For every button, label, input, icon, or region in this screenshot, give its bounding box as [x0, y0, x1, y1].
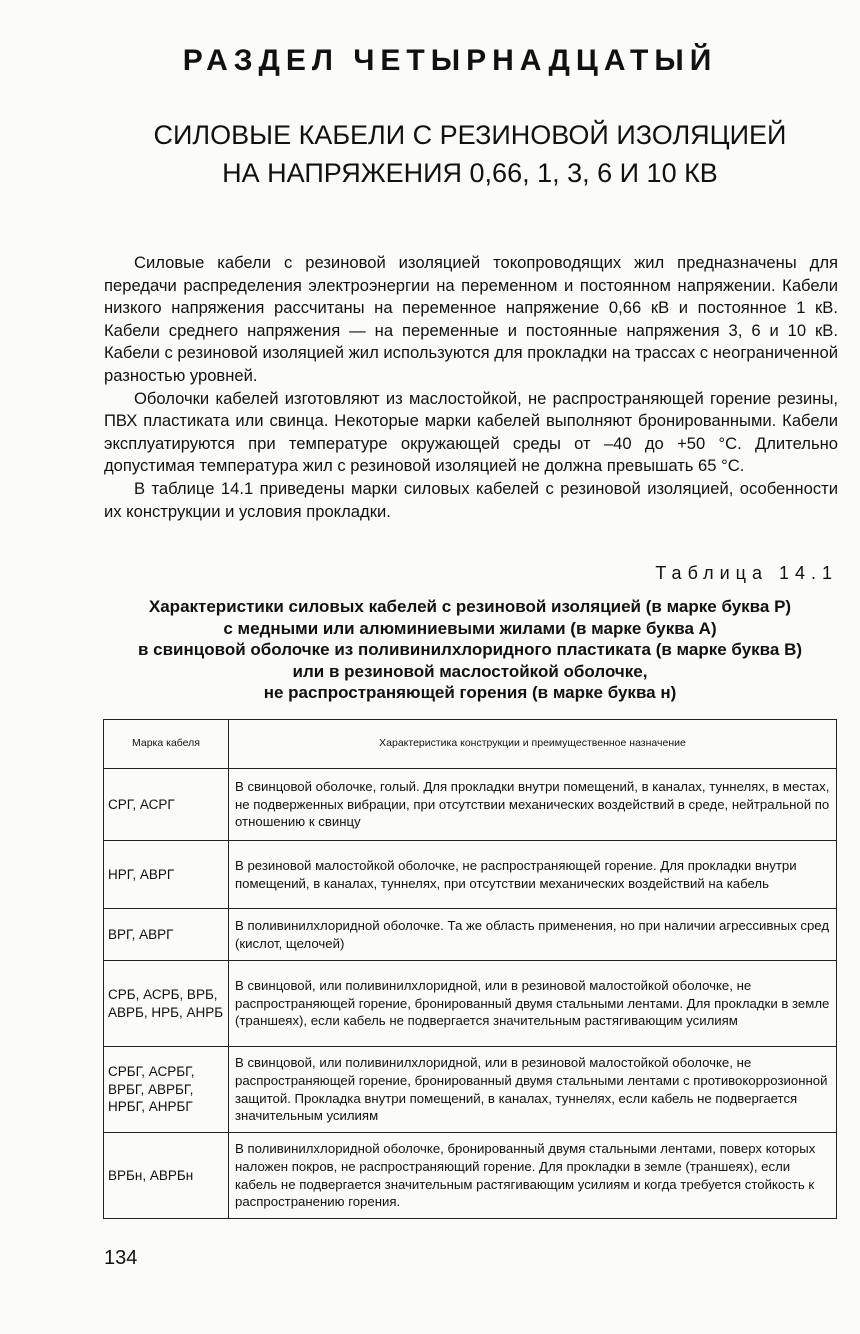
cell-brand: ВРБн, АВРБн: [104, 1133, 229, 1219]
body-text: [104, 252, 838, 523]
cell-description: В свинцовой, или поливинилхлоридной, или в резиновой малостойкой оболочке, не распространяющей горение, бронированный двумя стальными лентами с противокоррозионной защитой. Прокладка внутри помещений, в каналах, туннелях, если кабель не подвергается значительным усилиям: [229, 1047, 837, 1133]
paragraph-3: В таблице 14.1 приведены марки силовых кабелей с резиновой изоляцией, особенности их конструкции и условия прокладки.: [104, 478, 838, 521]
cable-spec-table: [103, 719, 837, 1219]
cell-brand: СРБ, АСРБ, ВРБ, АВРБ, НРБ, АНРБ: [104, 961, 229, 1047]
cell-description: В свинцовой оболочке, голый. Для прокладки внутри помещений, в каналах, туннелях, в местах, не подверженных вибрации, при отсутствии механических воздействий в среде, нейтральной по отношению к свинцу: [229, 769, 837, 841]
table-number: Таблица 14.1: [655, 563, 838, 583]
table-row: [104, 1133, 837, 1219]
cell-description: В свинцовой, или поливинилхлоридной, или в резиновой малостойкой оболочке, не распространяющей горение, бронированный двумя стальными лентами. Для прокладки в земле (траншеях), если кабель не подвергается значительным растягивающим усилиям: [229, 961, 837, 1047]
table-caption-line-4: или в резиновой маслостойкой оболочке,: [292, 661, 648, 681]
table-caption: [100, 596, 840, 704]
table-caption-line-1: Характеристики силовых кабелей с резиновой изоляцией (в марке буква Р): [148, 597, 792, 616]
cell-brand: СРГ, АСРГ: [104, 769, 229, 841]
section-title: РАЗДЕЛ ЧЕТЫРНАДЦАТЫЙ: [182, 44, 718, 77]
chapter-title-line-1: СИЛОВЫЕ КАБЕЛИ С РЕЗИНОВОЙ ИЗОЛЯЦИЕЙ: [153, 120, 787, 150]
table-row: [104, 909, 837, 961]
table-caption-line-2: с медными или алюминиевыми жилами (в марке буква А): [223, 618, 717, 638]
paragraph-2: Оболочки кабелей изготовляют из маслостойкой, не распространяющей горение резины, ПВХ пластиката или свинца. Некоторые марки кабелей выполняют бронированными. Кабели эксплуатируются при температуре окружающей среды от –40 до +50 °С. Длительно допустимая температура жил с резиновой изоляцией не должна превышать 65 °С.: [104, 388, 838, 476]
table-row: [104, 841, 837, 909]
cell-brand: НРГ, АВРГ: [104, 841, 229, 909]
table-header-row: [104, 720, 837, 769]
chapter-title: [150, 116, 790, 192]
header-brand: Марка кабеля: [104, 720, 229, 769]
table-row: [104, 961, 837, 1047]
cell-brand: СРБГ, АСРБГ, ВРБГ, АВРБГ, НРБГ, АНРБГ: [104, 1047, 229, 1133]
paragraph-1: Силовые кабели с резиновой изоляцией токопроводящих жил предназначены для передачи распределения электроэнергии на переменном и постоянном напряжении. Кабели низкого напряжения рассчитаны на переменное напряжение 0,66 кВ и постоянное 1 кВ. Кабели среднего напряжения — на переменные и постоянные напряжения 3, 6 и 10 кВ. Кабели с резиновой изоляцией жил используются для прокладки на трассах с неограниченной разностью уровней.: [104, 253, 838, 385]
cell-description: В резиновой малостойкой оболочке, не распространяющей горение. Для прокладки внутри помещений, в каналах, туннелях, при отсутствии механических воздействий на кабель: [229, 841, 837, 909]
page-number: 134: [104, 1247, 138, 1269]
cell-description: В поливинилхлоридной оболочке, бронированный двумя стальными лентами, поверх которых наложен покров, не распространяющий горение. Для прокладки в земле (траншеях), если кабель не подвергается значительным растягивающим усилиям и когда требуется стойкость к распространению горения.: [229, 1133, 837, 1219]
table-caption-line-5: не распространяющей горения (в марке буква н): [263, 683, 677, 702]
cell-brand: ВРГ, АВРГ: [104, 909, 229, 961]
table-row: [104, 769, 837, 841]
chapter-title-line-2: НА НАПРЯЖЕНИЯ 0,66, 1, 3, 6 И 10 КВ: [222, 158, 718, 188]
table-caption-line-3: в свинцовой оболочке из поливинилхлоридного пластиката (в марке буква В): [137, 640, 803, 659]
header-description: Характеристика конструкции и преимущественное назначение: [229, 720, 837, 769]
table-row: [104, 1047, 837, 1133]
cell-description: В поливинилхлоридной оболочке. Та же область применения, но при наличии агрессивных сред (кислот, щелочей): [229, 909, 837, 961]
